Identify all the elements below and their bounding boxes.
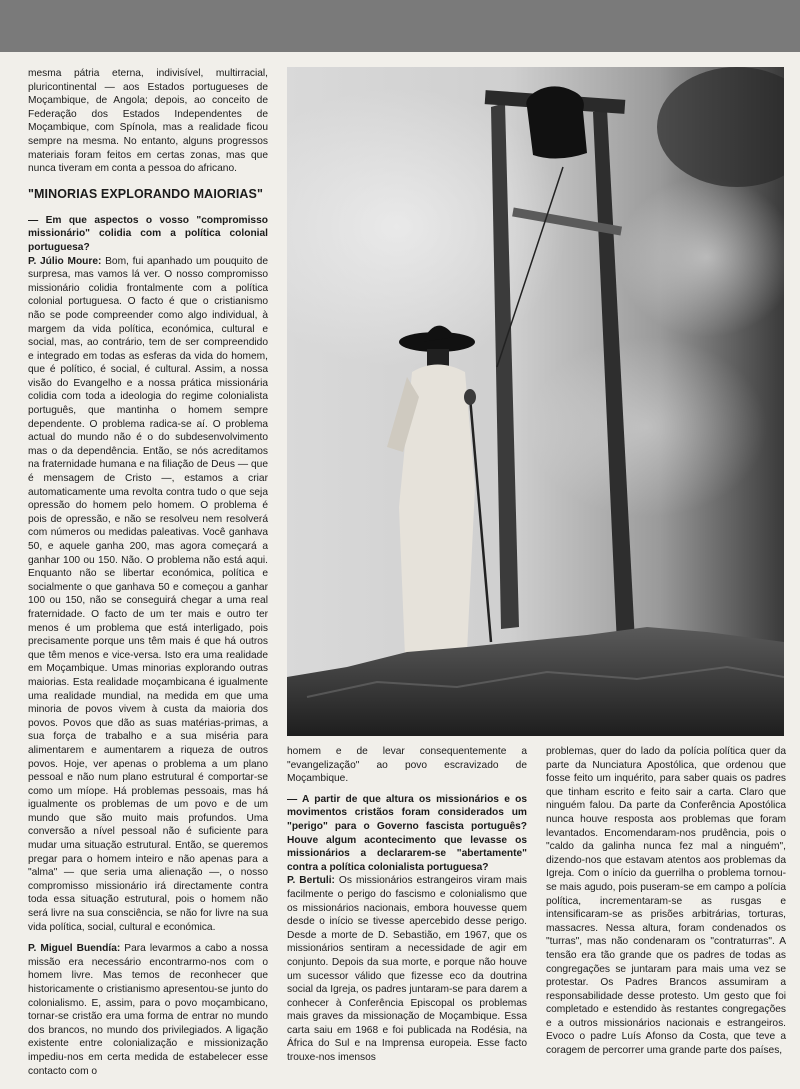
missionary-bell-photo <box>287 67 784 736</box>
intro-paragraph: mesma pátria eterna, indivisível, multirracial, pluricontinental — aos Estados portugueses de Moçambique, de Angola; depois, ao conceito de Federação dos Estados Independentes de Moçambique, com Spínola, mas a realidade ficou sempre na mesma. No entanto, alguns progressos materiais foram feitos em certas zonas, mas que nunca tiveram em conta a pessoa do africano. <box>28 68 268 175</box>
answer-paragraph <box>287 874 527 1064</box>
magazine-page <box>0 52 800 1089</box>
speaker-name: P. Júlio Moure: <box>28 255 102 267</box>
answer-text: Para levarmos a cabo a nossa missão era necessário encontrarmo-nos com o homem livre. Mas temos de reconhecer que historicamente o cristianismo apresentou-se junto do colonialismo. E, assim, para o povo moçambicano, tornar-se cristão era uma forma de entrar no mundo dos brancos, no mundo dos privilegiados. A ligação existente entre colonialização e missionização impediu-nos em certa medida de estabelecer esse contacto com o <box>28 943 268 1077</box>
right-text-column <box>546 745 786 1058</box>
answer-paragraph <box>28 255 268 935</box>
speaker-name: P. Bertuli: <box>287 875 335 887</box>
interview-question: — A partir de que altura os missionários e os movimentos cristãos foram considerados um "perigo" para o Governo fascista português? Houve algum acontecimento que levasse os missionários a declararem-se "abertamente" contra a política colonialista portuguesa? <box>287 793 527 873</box>
speaker-name: P. Miguel Buendía: <box>28 943 121 955</box>
section-heading: "MINORIAS EXPLORANDO MAIORIAS" <box>28 186 264 201</box>
left-text-column <box>28 67 268 1078</box>
answer-paragraph <box>28 942 268 1078</box>
middle-text-column <box>287 745 527 1065</box>
right-paragraph: problemas, quer do lado da polícia política quer da parte da Nunciatura Apostólica, que ordenou que fosse feito um inquérito, para saber quais os padres que tinham escrito e feito sair a carta. Claro que ninguém falou. Da parte da Conferência Apostólica nunca houve resposta aos problemas que foram levantados. Encomendaram-nos prudência, pois o "caldo da galinha nunca fez mal a ninguém", dizendo-nos que estavam atentos aos problemas da Igreja. Com o início da guerrilha o problema tornou-se mais agudo, pois puseram-se em campo a polícia política, incrementaram-se as rusgas e intensificaram-se as prisões arbitrárias, torturas, massacres. Nessa altura, foram condenados os "turras", mas não condenaram os "contraturras". A tensão era tão grande que os padres de todas as congregações se juntaram para mais uma vez se protestar. Os Padres Brancos assumiram a responsabilidade desse protesto. Um gesto que foi completado e estendido às restantes congregações e a outros missionários nacionais e estrangeiros. Evoco o padre Luís Afonso da Costa, que teve a coragem de percorrer uma grande parte dos países, <box>546 746 786 1057</box>
photo-image <box>287 67 784 736</box>
continuation-paragraph: homem e de levar consequentemente a "evangelização" ao povo escravizado de Moçambique. <box>287 746 527 785</box>
answer-text: Os missionários estrangeiros viram mais facilmente o perigo do fascismo e colonialismo que os missionários nacionais, embora houvesse quem desde o início se tivesse apercebido desse perigo. Desde a morte de D. Sebastião, em 1967, que os missionários sentiram a necessidade de agir em conjunto. Depois da sua morte, e porque não houve um sucessor válido que fizesse eco da doutrina social da Igreja, os padres juntaram-se para darem a conhecer à Conferência Episcopal os problemas mais graves da missionação de Moçambique. Essa carta saiu em 1968 e foi publicada na Rodésia, na África do Sul e na Imprensa europeia. Esse facto trouxe-nos imensos <box>287 875 527 1064</box>
interview-question: — Em que aspectos o vosso "compromisso missionário" colidia com a política colonial portuguesa? <box>28 214 268 253</box>
answer-text: Bom, fui apanhado um pouquito de surpresa, mas vamos lá ver. O nosso compromisso missionário colidia frontalmente com a política colonial portuguesa. O facto é que o cristianismo não se pode compreender como algo individual, à margem da vida política, económica, cultural e social, mas, ao contrário, tem de ser compreendido e integrado em todas as esferas da vida do homem, que é político, é social, é cultural. Assim, a nossa visão do Evangelho e a nossa prática missionária colidia com toda a ideologia do regime colonialista português, que mantinha o homem sempre dependente. O problema radica-se aí. O problema actual do mundo não é o do subdesenvolvimento mas o da dependência. Então, se nós acreditamos na fraternidade humana e na filiação de Deus — que é mensagem de Cristo —, estamos a criar automaticamente uma revolta contra tudo o que seja opressão do homem pelo homem. O problema é pois de opressão, e não se resolveu nem resolverá com números ou medidas paleativas. Você ganhava 50, e aquele ganha 200, mas agora começará a ganhar 100 ou 150. Não. O problema não está aqui. Enquanto não se libertar económica, política e socialmente o que ganhava 50 e começou a ganhar 100 ou 150, não se conseguirá chegar a uma real fraternidade. O facto de um ter mais e outro ter menos é um problema que está interligado, pois precisamente porque uns têm mais é que há outros que têm menos e vice-versa. Isto era uma realidade em Moçambique. Umas minorias explorando outras maiorias. Esta realidade moçambicana é igualmente uma realidade mundial, na medida em que uma minoria de povos vivem à custa da maioria dos povos. Povos que dão as suas matérias-primas, a sua força de trabalho e a sua miséria para alimentarem e aumentarem a riqueza de outros povos. Hoje, ver apenas o problema a um plano pessoal e não num plano estrutural é comportar-se como um míope. Há problemas pessoais, mas há igualmente os problemas de um povo e de um mundo que são muito mais profundos. Uma conversão a nível pessoal não é suficiente para mudar uma situação estrutural. Então, se queremos pregar para o homem inteiro e não apenas para a "alma" — que seria uma alienação —, o nosso compromisso missionário irá directamente contra toda essa situação estrutural, pois o homem não será livre na sua consciência, se não for livre na sua vida política, social, cultural e económica. <box>28 255 268 933</box>
